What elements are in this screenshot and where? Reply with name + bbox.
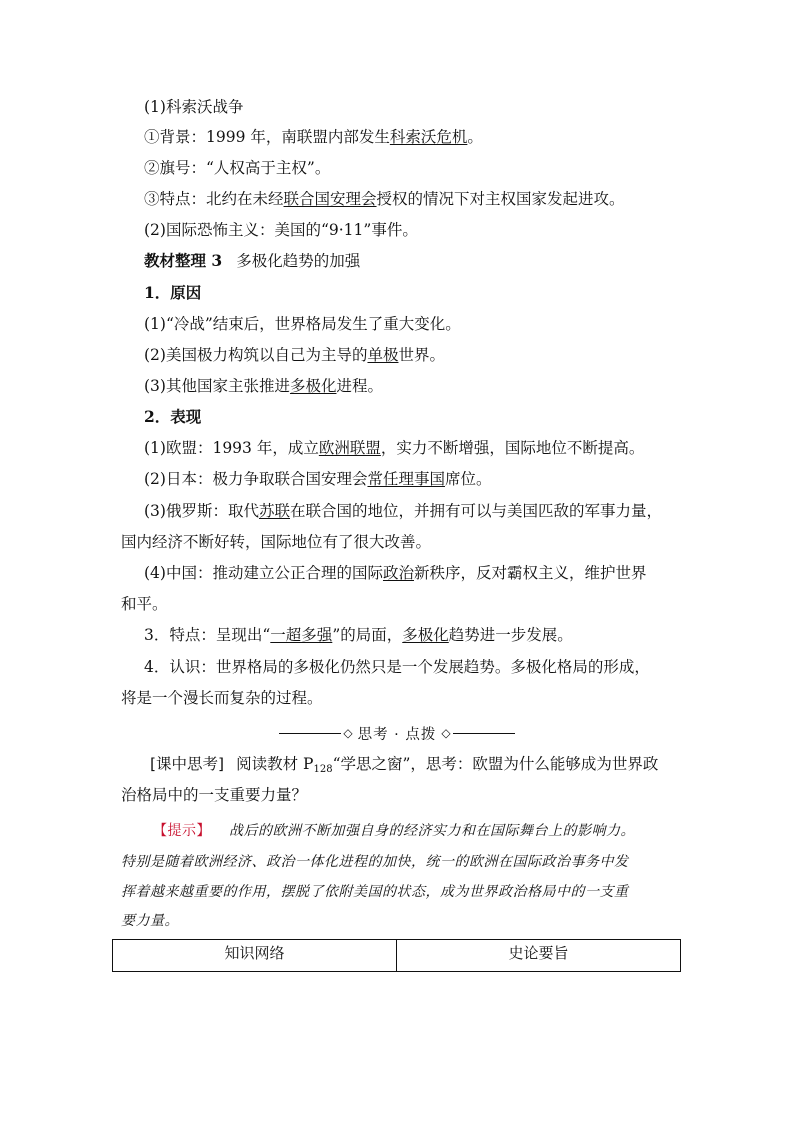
diamond-icon: ◇ xyxy=(343,726,353,740)
separator-rule xyxy=(279,733,341,734)
underlined-term: 一超多强 xyxy=(270,626,333,644)
think-question: [课中思考] 阅读教材 $P_{128}“$学思之窗”，思考：欧盟为什么能够成为世界政 xyxy=(150,755,659,775)
manifest-heading: 2．表现 xyxy=(144,407,202,426)
manifest-japan: (2)日本：极力争取联合国安理会常任理事国席位。 xyxy=(144,470,492,488)
underlined-term: 多极化 xyxy=(289,377,337,395)
understanding-line1: 4．认识：世界格局的多极化仍然只是一个发展趋势。多极化格局的形成， xyxy=(144,658,650,676)
manifest-russia: (3)俄罗斯：取代苏联在联合国的地位，并拥有可以与美国匹敌的军事力量， xyxy=(144,502,662,520)
kosovo-background: ①背景：1999 年，南联盟内部发生科索沃危机。 xyxy=(144,128,483,146)
page-number: 128 xyxy=(313,764,333,775)
hint-line1: 【提示】 战后的欧洲不断加强自身的经济实力和在国际舞台上的影响力。 xyxy=(153,823,635,839)
cause-2: (2)美国极力构筑以自己为主导的单极世界。 xyxy=(144,346,445,364)
underlined-term: 政治 xyxy=(382,564,414,582)
cause-1: (1)“冷战”结束后，世界格局发生了重大变化。 xyxy=(144,315,461,333)
manifest-china-cont: 和平。 xyxy=(121,595,168,613)
terrorism-item: (2)国际恐怖主义：美国的“9·11”事件。 xyxy=(144,221,418,239)
underlined-term: 欧洲联盟 xyxy=(318,439,381,457)
separator-label: 思考 · 点拨 xyxy=(357,726,437,743)
hint-line3: 挥着越来越重要的作用，摆脱了依附美国的状态，成为世界政治格局中的一支重 xyxy=(121,884,629,900)
feature-item: 3．特点：呈现出“一超多强”的局面，多极化趋势进一步发展。 xyxy=(144,626,573,644)
hint-line2: 特别是随着欧洲经济、政治一体化进程的加快，统一的欧洲在国际政治事务中发 xyxy=(121,854,629,870)
kosovo-title: (1)科索沃战争 xyxy=(144,98,244,116)
cause-3: (3)其他国家主张推进多极化进程。 xyxy=(144,377,383,395)
underlined-term: 多极化 xyxy=(402,626,449,644)
section-label: 教材整理 3 xyxy=(144,251,223,270)
separator-rule xyxy=(453,733,515,734)
think-tag: [课中思考] xyxy=(150,755,225,773)
hint-tag: 【提示】 xyxy=(153,823,211,839)
underlined-term: 联合国安理会 xyxy=(283,190,377,208)
summary-table xyxy=(112,939,681,972)
section-title: 多极化趋势的加强 xyxy=(236,252,361,270)
kosovo-feature: ③特点：北约在未经联合国安理会授权的情况下对主权国家发起进攻。 xyxy=(144,190,625,208)
causes-heading: 1．原因 xyxy=(144,283,202,302)
hint-line4: 要力量。 xyxy=(121,913,179,929)
underlined-term: 常任理事国 xyxy=(367,470,445,488)
underlined-term: 苏联 xyxy=(258,502,290,520)
manifest-eu: (1)欧盟：1993 年，成立欧洲联盟，实力不断增强，国际地位不断提高。 xyxy=(144,439,645,457)
understanding-line2: 将是一个漫长而复杂的过程。 xyxy=(121,689,323,707)
manifest-russia-cont: 国内经济不断好转，国际地位有了很大改善。 xyxy=(121,533,432,551)
table-header-history: 史论要旨 xyxy=(397,940,681,972)
underlined-term: 科索沃危机 xyxy=(389,128,468,146)
think-question-cont: 治格局中的一支重要力量？ xyxy=(121,786,308,804)
underlined-term: 单极 xyxy=(367,346,399,364)
table-row xyxy=(113,940,681,972)
section3-heading xyxy=(144,250,684,272)
kosovo-slogan: ②旗号：“人权高于主权”。 xyxy=(144,159,331,177)
table-header-knowledge: 知识网络 xyxy=(113,940,397,972)
manifest-china: (4)中国：推动建立公正合理的国际政治新秩序，反对霸权主义，维护世界 xyxy=(144,564,647,582)
diamond-icon: ◇ xyxy=(441,726,451,740)
section-separator xyxy=(0,722,794,744)
